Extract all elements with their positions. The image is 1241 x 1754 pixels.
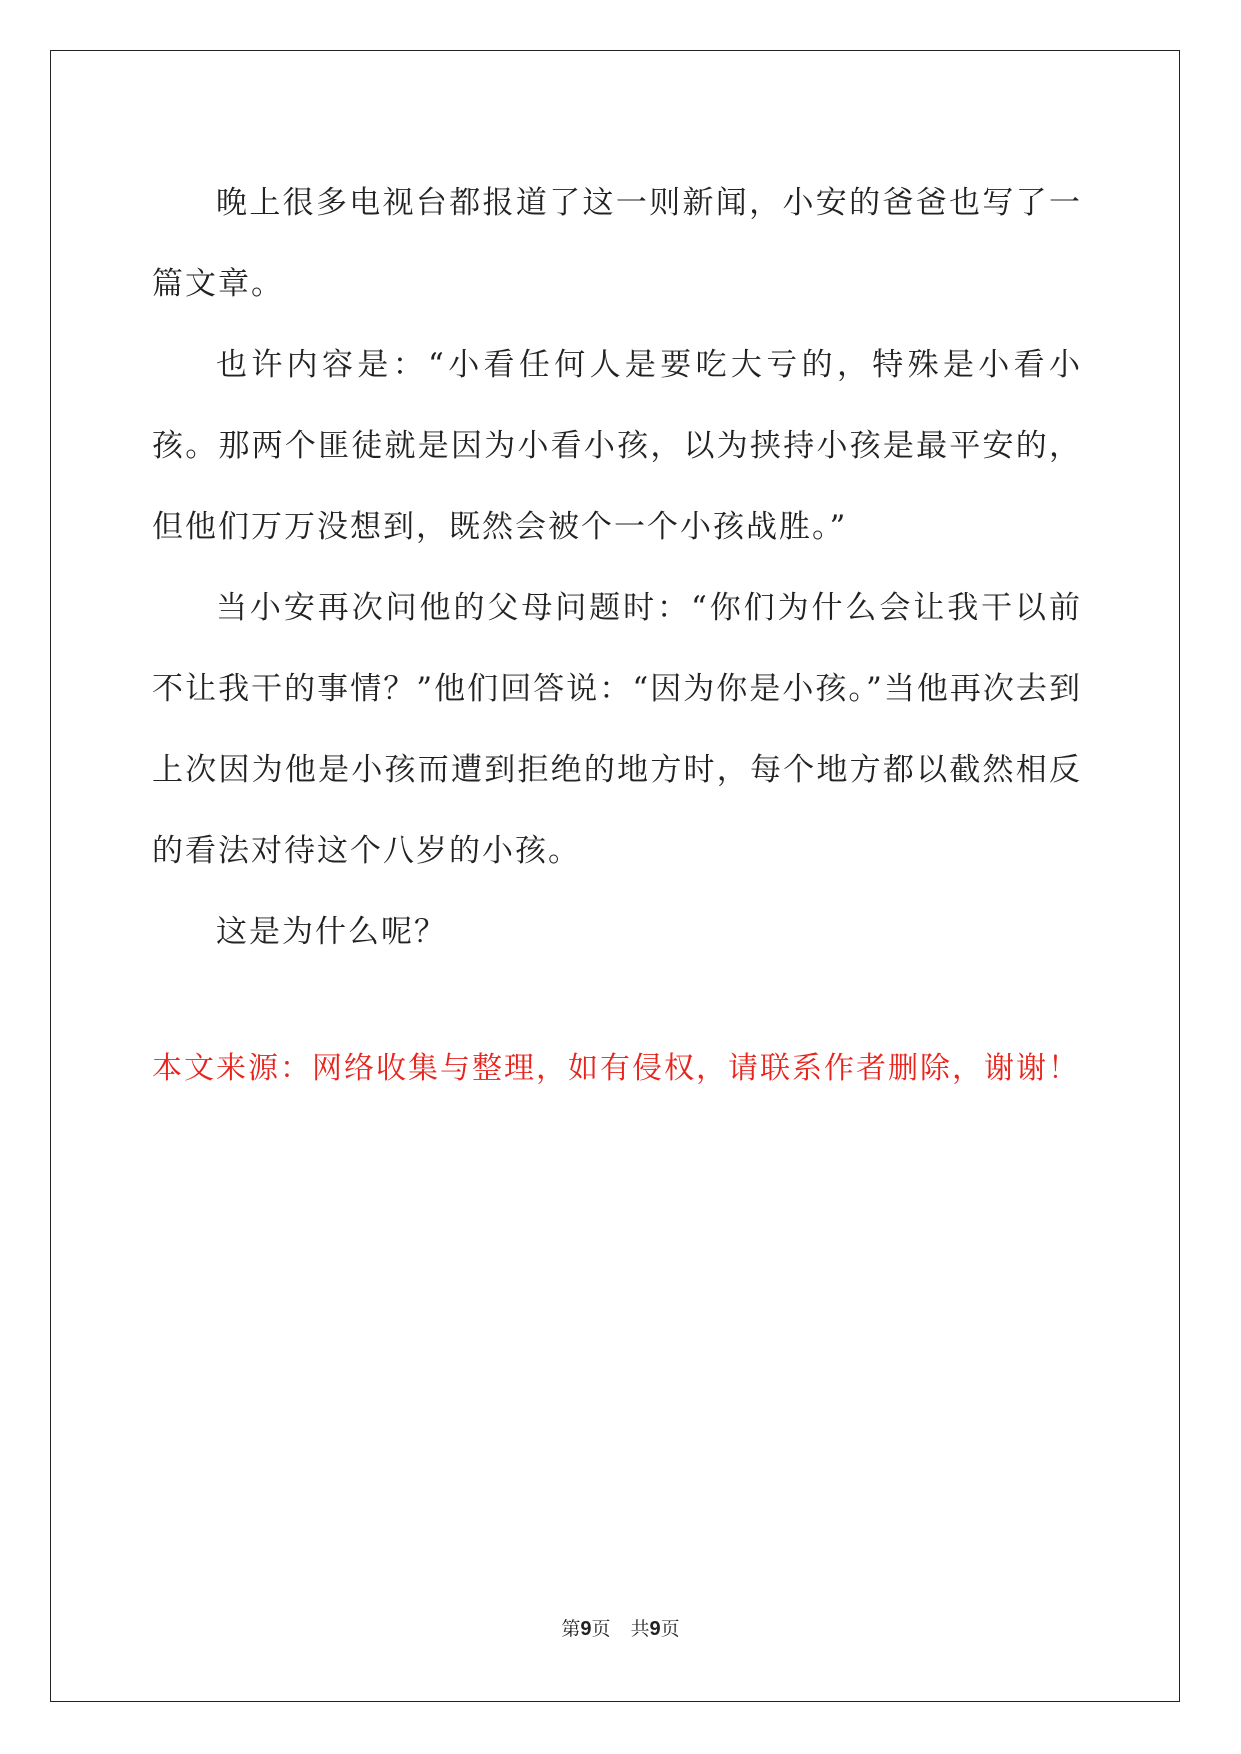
paragraph-1: 晚上很多电视台都报道了这一则新闻，小安的爸爸也写了一篇文章。 <box>152 185 1082 302</box>
paragraph-4: 这是为什么呢？ <box>216 914 447 950</box>
source-disclaimer: 本文来源：网络收集与整理，如有侵权，请联系作者删除，谢谢！ <box>152 1051 1080 1086</box>
total-suffix: 页 <box>660 1618 680 1640</box>
paragraph-3: 当小安再次问他的父母问题时：“你们为什么会让我干以前不让我干的事情？”他们回答说：“因为你是小孩。”当他再次去到上次因为他是小孩而遭到拒绝的地方时，每个地方都以截然相反的看法对待这个八岁的小孩。 <box>152 590 1082 869</box>
page-footer <box>0 1617 1241 1641</box>
page-prefix: 第 <box>561 1618 581 1640</box>
document-body <box>152 163 1082 973</box>
paragraph-2: 也许内容是：“小看任何人是要吃大亏的，特殊是小看小孩。那两个匪徒就是因为小看小孩，以为挟持小孩是最平安的，但他们万万没想到，既然会被个一个小孩战胜。” <box>152 347 1082 545</box>
total-prefix: 共 <box>630 1618 650 1640</box>
total-page-count: 9 <box>649 1618 661 1640</box>
page-suffix: 页 <box>591 1618 611 1640</box>
current-page-number: 9 <box>580 1618 592 1640</box>
